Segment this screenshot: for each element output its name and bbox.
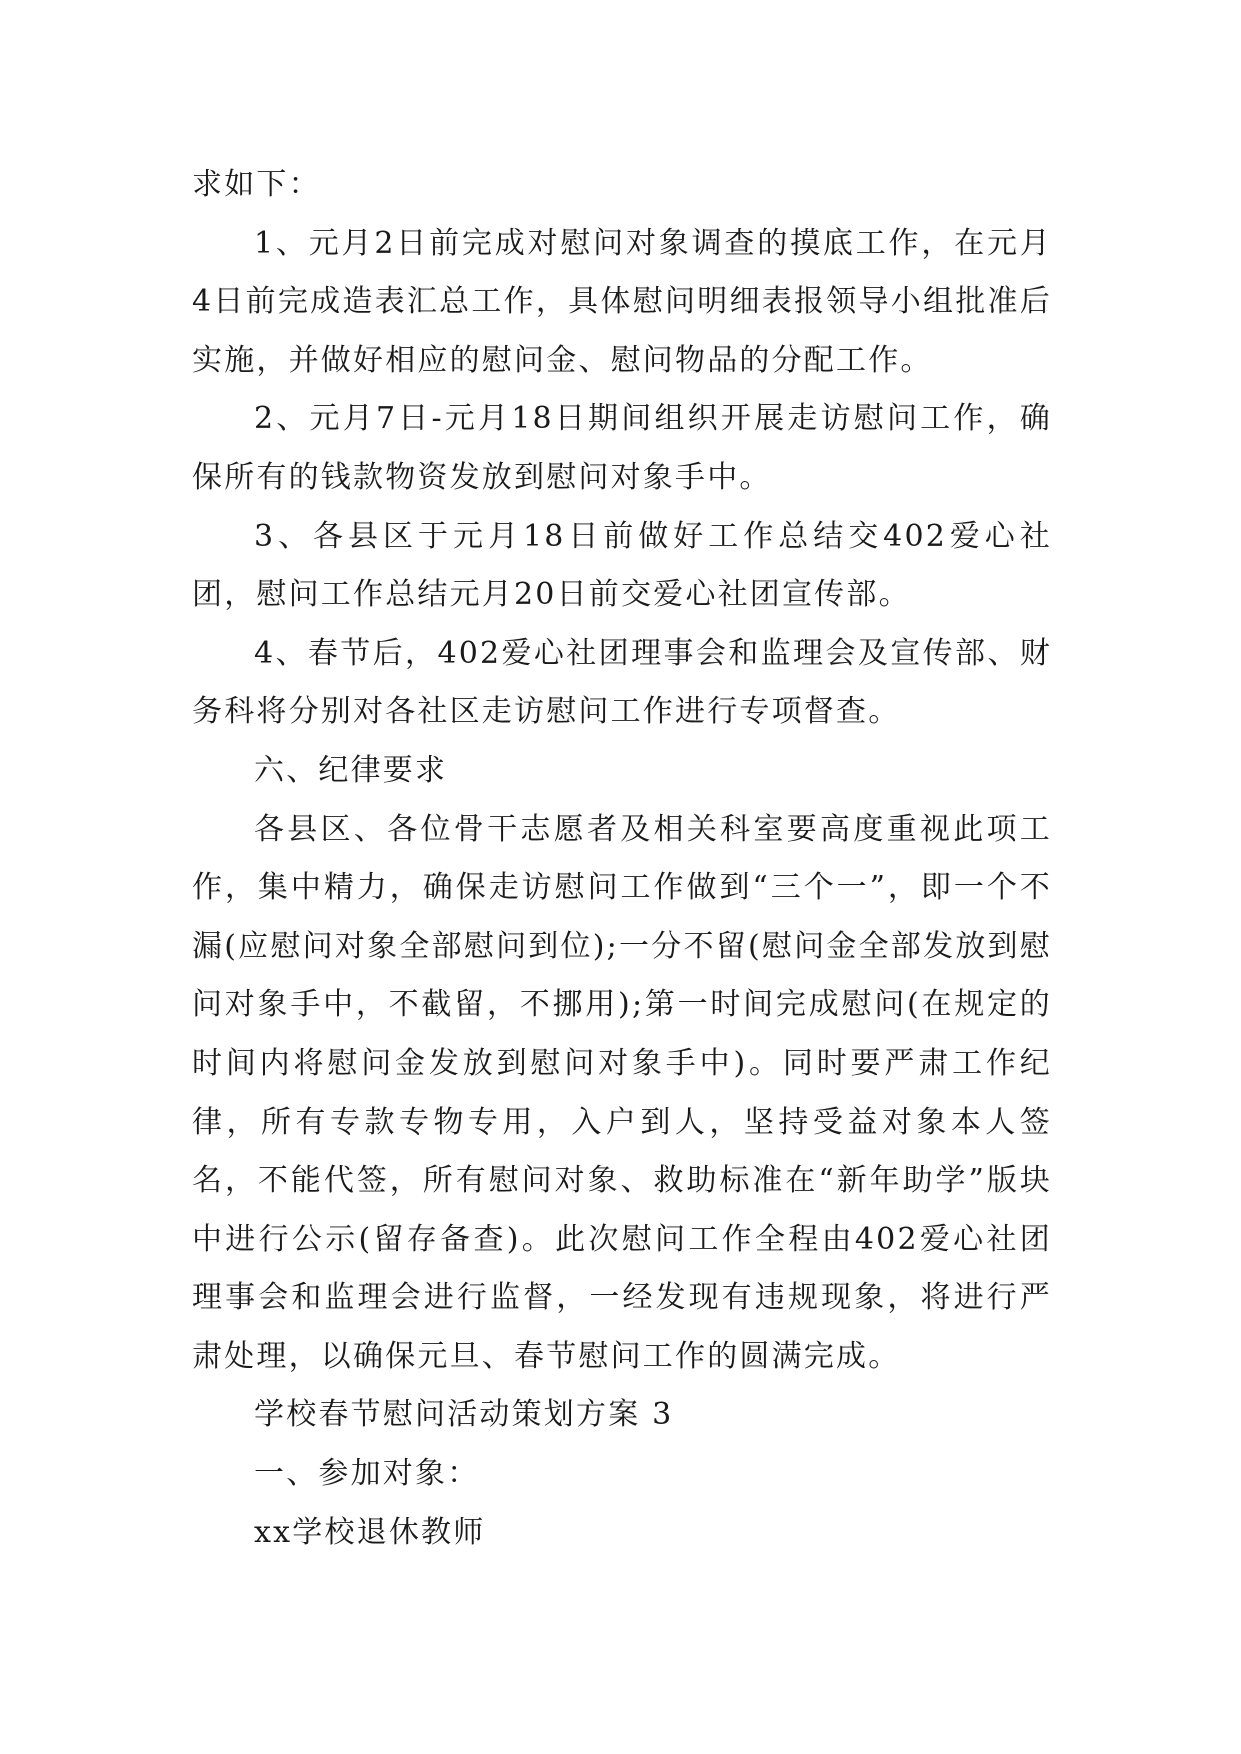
paragraph-item-3: 3、各县区于元月18日前做好工作总结交402爱心社团，慰问工作总结元月20日前交爱心社团宣传部。 xyxy=(192,518,1052,613)
document-subtitle-plan-3: 学校春节慰问活动策划方案 3 xyxy=(254,1397,674,1433)
section-heading-participants: 一、参加对象： xyxy=(254,1456,480,1492)
section-heading-discipline: 六、纪律要求 xyxy=(254,752,448,788)
paragraph-participants: xx学校退休教师 xyxy=(254,1514,486,1550)
paragraph-item-4: 4、春节后，402爱心社团理事会和监理会及宣传部、财务科将分别对各社区走访慰问工作进行专项督查。 xyxy=(192,635,1052,730)
document-body xyxy=(192,156,1052,1562)
paragraph-discipline-body: 各县区、各位骨干志愿者及相关科室要高度重视此项工作，集中精力，确保走访慰问工作做到“三个一”，即一个不漏(应慰问对象全部慰问到位);一分不留(慰问金全部发放到慰问对象手中，不截留，不挪用);第一时间完成慰问(在规定的时间内将慰问金发放到慰问对象手中)。同时要严肃工作纪律，所有专款专物专用，入户到人，坚持受益对象本人签名，不能代签，所有慰问对象、救助标准在“新年助学”版块中进行公示(留存备查)。此次慰问工作全程由402爱心社团理事会和监理会进行监督，一经发现有违规现象，将进行严肃处理，以确保元旦、春节慰问工作的圆满完成。 xyxy=(192,811,1052,1374)
paragraph-item-1: 1、元月2日前完成对慰问对象调查的摸底工作，在元月4日前完成造表汇总工作，具体慰问明细表报领导小组批准后实施，并做好相应的慰问金、慰问物品的分配工作。 xyxy=(192,225,1052,378)
paragraph-item-2: 2、元月7日-元月18日期间组织开展走访慰问工作，确保所有的钱款物资发放到慰问对象手中。 xyxy=(192,401,1052,495)
paragraph-intro-fragment: 求如下： xyxy=(192,167,321,202)
